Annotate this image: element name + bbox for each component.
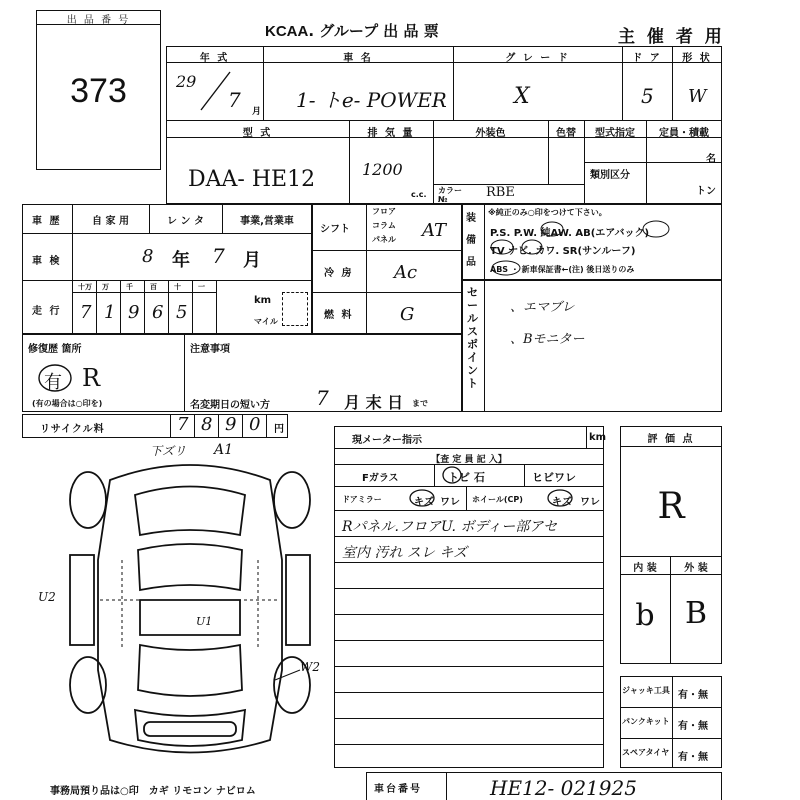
inspection-year-unit: 年 <box>172 250 190 271</box>
unit-persons: 名 <box>706 154 718 165</box>
tool-value[interactable]: 有・無 <box>678 752 708 763</box>
expiry-month: 7 <box>316 386 329 410</box>
sales-point-2: 、Bモニター <box>510 332 585 347</box>
recycle-col-line <box>218 414 219 438</box>
displacement-value: 1200 <box>362 160 403 179</box>
label-exterior-color: 外装色 <box>475 128 506 139</box>
recycle-digit: 9 <box>225 414 237 435</box>
mileage-col-line <box>120 280 121 334</box>
mileage-digit: 9 <box>128 302 140 323</box>
fglass-chip-circle <box>440 464 464 486</box>
insp-fglass-col1 <box>434 464 435 486</box>
month-unit: 月 <box>252 107 262 117</box>
label-equipment: 装 備 品 <box>466 213 476 268</box>
mileage-digit-label: 千 <box>126 283 133 291</box>
label-sales-point: セールスポイント <box>467 286 478 390</box>
mileage-label-line <box>72 292 216 293</box>
hist-line2 <box>22 280 312 281</box>
equipment-line2: TV ナビ. カワ. SR(サンルーフ) <box>490 246 636 257</box>
unit-tons: トン <box>696 186 716 197</box>
mileage-col-line <box>216 280 217 334</box>
fuel-value: G <box>400 304 415 325</box>
insp-line-fglass-top <box>334 464 604 465</box>
label-wheel: ホイール(CP) <box>472 495 523 504</box>
unit-cc: c.c. <box>411 190 427 199</box>
mile-label: マイル <box>254 317 278 326</box>
diagram-label-shita: 下ズリ <box>150 444 187 458</box>
exterior-grade: B <box>684 596 708 631</box>
label-color-no: カラー№ <box>438 186 462 204</box>
diagram-label-w2: W2 <box>300 660 320 674</box>
repair-circle <box>36 362 76 394</box>
label-model-designation: 型式指定 <box>595 128 635 139</box>
label-inspection: 車 検 <box>32 256 62 267</box>
label-exterior: 外 装 <box>684 563 708 574</box>
mileage-col-line <box>144 280 145 334</box>
inspection-rule-line <box>334 640 604 641</box>
spec-col <box>366 204 367 334</box>
lot-number: 373 <box>70 72 127 110</box>
repair-value: R <box>82 364 101 392</box>
history-rental[interactable]: レ ン タ <box>167 216 204 227</box>
label-grade: グ レ ー ド <box>505 53 570 64</box>
mileage-col-line <box>72 280 73 334</box>
label-mileage: 走 行 <box>32 306 62 317</box>
mileage-digit-label: 百 <box>150 283 157 291</box>
car-diagram <box>60 440 320 770</box>
inspection-note-2: 室内 汚れ スレ キズ <box>342 545 468 561</box>
label-mirror: ドアミラー <box>342 495 382 504</box>
equipment-line3: ABS ・ 新車保証書←(注) 後日送りのみ <box>490 265 635 274</box>
mileage-digit: 6 <box>152 302 164 323</box>
repair-marker: 有 <box>44 372 62 393</box>
mileage-col-line <box>192 280 193 334</box>
meter-km-unit: km <box>589 432 607 443</box>
inspection-rule-line <box>334 744 604 745</box>
label-repair: 修復歴 箇所 <box>28 344 82 355</box>
diagram-label-u1: U1 <box>196 615 213 628</box>
inspection-month: 7 <box>212 244 225 268</box>
recycle-digit: 0 <box>249 414 261 435</box>
recycle-digit: 7 <box>177 414 189 435</box>
label-displacement: 排 気 量 <box>367 128 415 139</box>
history-private[interactable]: 自 家 用 <box>92 216 129 227</box>
model-value: DAA- HE12 <box>188 167 316 192</box>
shift-panel[interactable]: パネル <box>372 235 396 244</box>
category-line <box>584 162 722 163</box>
interior-grade: b <box>635 598 655 633</box>
spec-line2 <box>312 292 462 293</box>
label-grade-points: 評 価 点 <box>647 434 695 445</box>
recycle-unit: 円 <box>274 424 284 435</box>
tool-label: スペアタイヤ <box>622 748 670 757</box>
inspection-note-1: Rパネル.フロアU. ボディー部アセ <box>342 519 558 535</box>
repair-col <box>184 334 185 412</box>
inspection-rule-line <box>334 666 604 667</box>
color-no-value: RBE <box>486 185 515 200</box>
diagram-label-a1: A1 <box>214 442 234 458</box>
fglass-crack[interactable]: ヒビワレ <box>532 471 576 484</box>
insp-km-divider <box>586 426 587 448</box>
fglass-chip[interactable]: トビ 石 <box>448 471 485 484</box>
mileage-digit: 1 <box>104 302 116 323</box>
mirror-crack[interactable]: ワレ <box>440 497 460 508</box>
sales-point-1: 、エマブレ <box>510 300 575 315</box>
mileage-col-line <box>96 280 97 334</box>
inspection-rule-line <box>334 562 604 563</box>
label-meter: 現メーター指示 <box>352 435 422 446</box>
label-caution: 注意事項 <box>190 344 230 355</box>
mileage-col-line <box>168 280 169 334</box>
tools-row-line <box>620 738 722 739</box>
mileage-digit-label: 一 <box>198 283 205 291</box>
chassis-number: HE12- 021925 <box>490 776 637 800</box>
insp-line-mirror-bot <box>334 510 604 511</box>
mirror-wheel-circles <box>334 486 604 510</box>
month-value: 7 <box>228 88 241 112</box>
label-doors: ド ア <box>632 53 662 64</box>
label-year-type: 年 式 <box>199 53 230 64</box>
chassis-col <box>446 772 447 800</box>
tool-value[interactable]: 有・無 <box>678 721 708 732</box>
shape-value: W <box>688 86 707 107</box>
history-commercial[interactable]: 事業,営業車 <box>240 216 294 227</box>
shift-value: AT <box>422 220 447 241</box>
inspection-rule-line <box>334 588 604 589</box>
inspector-label: 【査 定 員 記 入】 <box>431 455 507 465</box>
sales-col <box>484 280 485 412</box>
insp-fglass-col2 <box>524 464 525 486</box>
spec-line1 <box>312 250 462 251</box>
mileage-digit-label: 十 <box>174 283 181 291</box>
label-fuel: 燃 料 <box>324 310 354 321</box>
grade-line3 <box>620 574 722 575</box>
brand-logo: KCAA <box>265 23 309 40</box>
shift-column[interactable]: コラム <box>372 221 396 230</box>
grade-line1 <box>620 446 722 447</box>
label-chassis: 車台番号 <box>374 784 422 795</box>
inspection-month-unit: 月 <box>243 250 261 271</box>
grade-value: X <box>514 84 530 109</box>
label-history: 車 歴 <box>32 216 62 227</box>
mileage-digit: 7 <box>80 302 92 323</box>
label-recycle: リサイクル料 <box>40 424 105 435</box>
inspection-rule-line <box>334 614 604 615</box>
overall-grade: R <box>657 486 685 527</box>
label-capacity: 定員・積載 <box>659 128 709 139</box>
mirror-scratch[interactable]: キズ <box>414 497 434 508</box>
label-shift: シフト <box>320 224 350 235</box>
label-shape: 形 状 <box>682 53 712 64</box>
host-use-label: 主 催 者 用 <box>618 27 725 47</box>
lot-box-label: 出 品 番 号 <box>66 15 131 26</box>
recycle-col-line <box>170 414 171 438</box>
mileage-digit: 5 <box>176 302 188 323</box>
tools-row-line <box>620 707 722 708</box>
car-name-value: 1- トe- POWER <box>296 88 447 112</box>
sales-point-table <box>462 280 722 412</box>
form-title <box>265 20 439 41</box>
recycle-col-line <box>242 414 243 438</box>
tool-label: ジャッキ工具 <box>622 686 670 695</box>
mileage-digit-label: 十万 <box>78 283 92 291</box>
mileage-digit-label: 万 <box>102 283 109 291</box>
recycle-digit: 8 <box>201 414 213 435</box>
wheel-scratch[interactable]: キズ <box>552 497 572 508</box>
recycle-col-line <box>194 414 195 438</box>
equipment-line1: P.S. P.W. 純AW. AB(エアバック) <box>490 228 650 239</box>
row1-bottom-line <box>166 120 722 121</box>
km-label: km <box>254 295 272 306</box>
office-text: 事務局預り品は○印 カギ リモコン ナビロム <box>50 786 256 797</box>
label-expiry: 名変期日の短い方 <box>190 400 270 411</box>
inspection-rule-line <box>334 536 604 537</box>
inspection-rule-line <box>334 692 604 693</box>
km-mile-box <box>282 292 308 326</box>
label-car-name: 車 名 <box>343 53 373 64</box>
title-text: . グループ 出 品 票 <box>308 22 439 40</box>
label-color-change: 色替 <box>556 128 576 139</box>
year-value: 29 <box>176 72 197 91</box>
expiry-suffix: まで <box>412 399 428 408</box>
expiry-text: 月 末 日 <box>344 393 404 412</box>
recycle-col-line <box>266 414 267 438</box>
doors-value: 5 <box>641 84 654 108</box>
tool-value[interactable]: 有・無 <box>678 690 708 701</box>
label-fglass: Fガラス <box>362 473 399 484</box>
tools-col <box>672 676 673 768</box>
repair-note: (有の場合は○印を) <box>32 399 103 408</box>
label-model: 型 式 <box>242 128 273 139</box>
hist-line1 <box>22 233 312 234</box>
grade-line2 <box>620 556 722 557</box>
label-ac: 冷 房 <box>324 268 354 279</box>
inspection-year: 8 <box>142 246 154 267</box>
equipment-circles <box>484 216 722 280</box>
label-interior: 内 装 <box>633 563 657 574</box>
insp-line-meter <box>334 448 604 449</box>
wheel-crack[interactable]: ワレ <box>580 497 600 508</box>
inspection-rule-line <box>334 718 604 719</box>
ac-value: Ac <box>394 262 418 283</box>
shift-floor[interactable]: フロア <box>372 207 396 216</box>
equipment-note: ※純正のみ○印をつけて下さい。 <box>488 208 607 217</box>
label-category: 類別区分 <box>590 170 630 181</box>
diagram-label-u2: U2 <box>38 590 56 604</box>
tool-label: パンクキット <box>622 717 670 726</box>
